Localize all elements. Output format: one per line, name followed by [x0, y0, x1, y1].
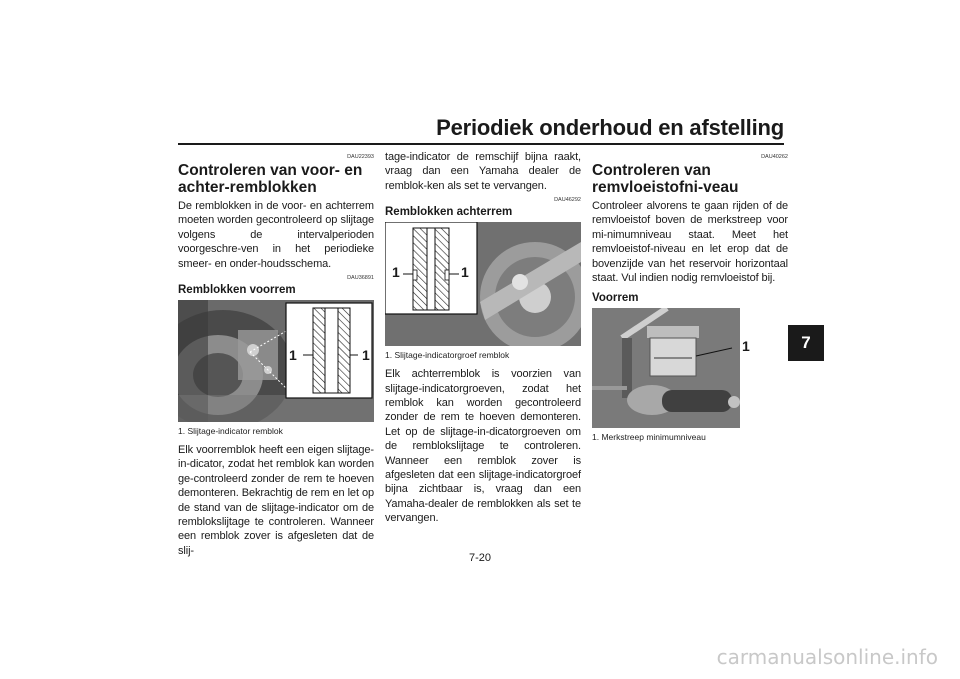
page-header-title: Periodiek onderhoud en afstelling — [436, 115, 784, 140]
figure-label-right-rear: 1 — [461, 264, 469, 281]
subheading-rear-brake: Remblokken achterrem — [385, 206, 513, 219]
section-heading-brake-pads: Controleren van voor- en achter-remblokken — [178, 162, 363, 196]
chapter-tab[interactable]: 7 — [788, 325, 824, 361]
watermark: carmanualsonline.info — [716, 645, 938, 669]
header-rule — [178, 143, 784, 145]
fluid-intro-paragraph: Controleer alvorens te gaan rijden of de remvloeistof boven de merkstreep voor mi-nimumniveau staat. Meet het remvloeistof-niveau en let erop dat de bovenzijde van het reservoir horizontaal staat. Vul indien nodig remvloeistof bij. — [592, 200, 788, 285]
continued-paragraph: tage-indicator de remschijf bijna raakt, vraag dan een Yamaha dealer de remblok-ken als set te vervangen. — [385, 151, 581, 192]
rear-brake-body: Elk achterremblok is voorzien van slijtage-indicatorgroeven, zodat het remblok kan worden gecontroleerd zonder de rem te hoeven demonteren. Let op de slijtage-in-dicatorgroeven om de remblokslijtage te controleren. Wanneer een remblok zover is afgesleten dat een slijtage-indicatorgroef bijna zichtbaar is, vraag dan een Yamaha-dealer de remblokken als set te vervangen. — [385, 368, 581, 525]
rear-brake-figure — [385, 222, 581, 346]
section-code-fluid: DAU40262 — [761, 154, 788, 160]
figure-label-reservoir: 1 — [742, 338, 750, 355]
front-brake-illustration — [178, 300, 374, 422]
page-number: 7-20 — [468, 552, 492, 564]
fluid-reservoir-figure — [592, 308, 788, 428]
rear-brake-illustration — [385, 222, 581, 346]
intro-paragraph: De remblokken in de voor- en achterrem moeten worden gecontroleerd op slijtage volgens de intervalperioden voorgeschre-ven in het periodieke smeer- en onder-houdsschema. — [178, 200, 374, 270]
subheading-front-brake: Remblokken voorrem — [178, 284, 296, 297]
subsection-code-rear: DAU46292 — [554, 197, 581, 204]
column-2 — [385, 150, 581, 530]
section-heading-fluid-level: Controleren van remvloeistofni-veau — [592, 162, 739, 196]
figure-label-left: 1 — [289, 347, 297, 364]
column-1 — [178, 150, 374, 562]
subheading-front: Voorrem — [592, 292, 639, 305]
front-brake-figure — [178, 300, 374, 422]
column-3 — [592, 150, 788, 449]
figure-label-right: 1 — [362, 347, 370, 364]
reservoir-illustration — [592, 308, 740, 428]
subsection-code: DAU36891 — [347, 275, 374, 282]
figure-caption-reservoir: 1. Merkstreep minimumniveau — [592, 432, 706, 443]
section-code: DAU22393 — [347, 154, 374, 160]
front-brake-body: Elk voorremblok heeft een eigen slijtage-in-dicator, zodat het remblok kan worden ge-controleerd zonder de rem te hoeven demonteren. Bekrachtig de rem en let op de stand van de slijtage-indicator om de remblokslijtage te controleren. Wanneer een remblok zover is afgesleten dat de slij- — [178, 444, 374, 557]
figure-caption-front: 1. Slijtage-indicator remblok — [178, 426, 283, 437]
figure-caption-rear: 1. Slijtage-indicatorgroef remblok — [385, 350, 510, 361]
figure-label-left-rear: 1 — [392, 264, 400, 281]
